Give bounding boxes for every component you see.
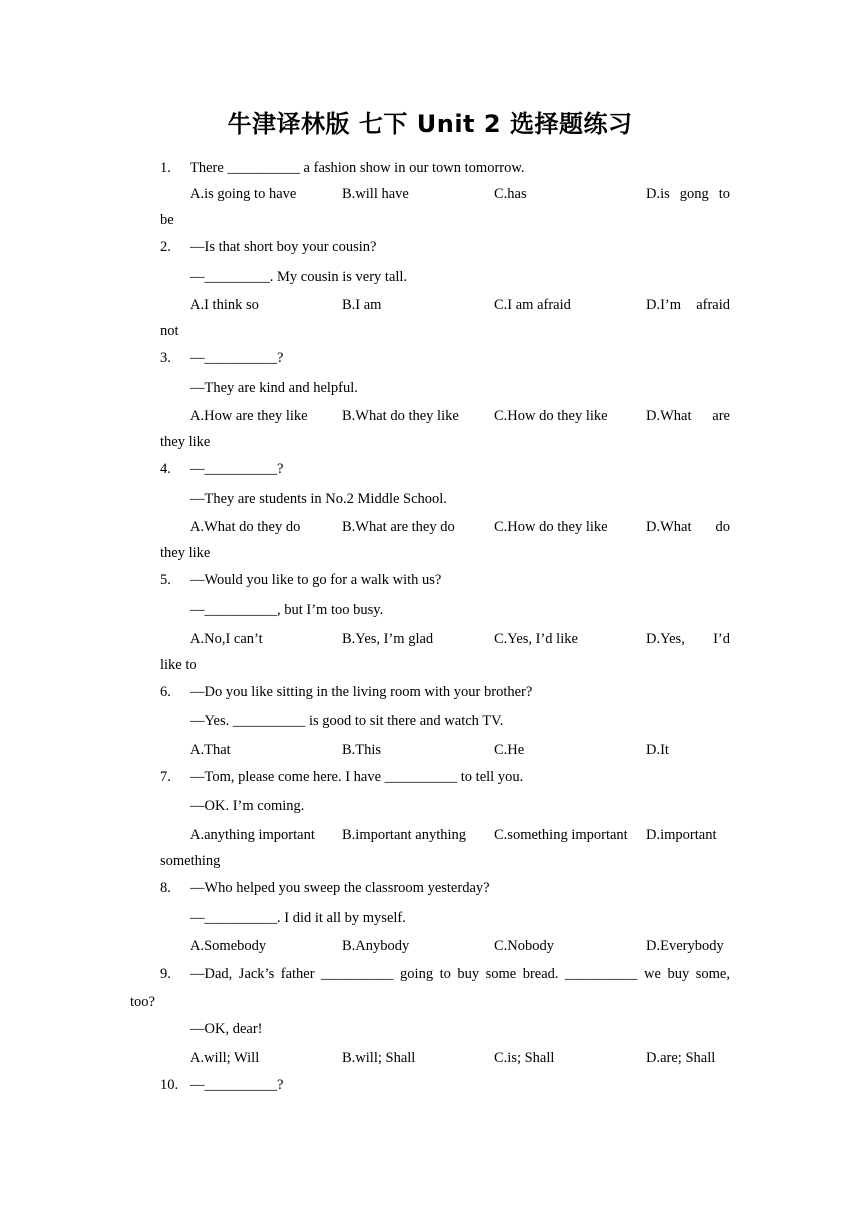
option-c: C.Yes, I’d like	[494, 631, 578, 647]
option-c: C.He	[494, 742, 525, 758]
question-stem: —Tom, please come here. I have __________ to tell you.	[190, 769, 524, 785]
option-a: A.No,I can’t	[190, 631, 263, 647]
page-title: 牛津译林版 七下 Unit 2 选择题练习	[227, 110, 633, 138]
option-d: D.important	[646, 827, 717, 843]
option-b: B.What are they do	[342, 519, 455, 535]
option-b: B.Yes, I’m glad	[342, 631, 434, 647]
question-number: 9.	[160, 966, 171, 982]
option-c: C.Nobody	[494, 938, 555, 954]
question-response: —They are students in No.2 Middle School.	[190, 491, 447, 507]
option-b: B.will; Shall	[342, 1050, 416, 1066]
question-stem: —Would you like to go for a walk with us?	[190, 572, 442, 588]
option-d: D.are; Shall	[646, 1050, 716, 1066]
question-stem: —Do you like sitting in the living room with your brother?	[190, 684, 533, 700]
question-response: —__________, but I’m too busy.	[190, 602, 384, 618]
option-d: D.Everybody	[646, 938, 724, 954]
question-number: 1.	[160, 160, 171, 176]
option-d-continued: be	[160, 212, 174, 228]
question-number: 4.	[160, 461, 171, 477]
option-c: C.is; Shall	[494, 1050, 555, 1066]
option-c: C.How do they like	[494, 408, 608, 424]
option-a: A.Somebody	[190, 938, 267, 954]
question-number: 10.	[160, 1077, 179, 1093]
option-c: C.has	[494, 186, 527, 202]
question-stem: —__________?	[190, 461, 284, 477]
question-response: —_________. My cousin is very tall.	[190, 269, 408, 285]
question-stem: —Is that short boy your cousin?	[190, 239, 377, 255]
option-d: D.I’m afraid	[646, 297, 730, 313]
option-a: A.is going to have	[190, 186, 297, 202]
option-d-continued: something	[160, 853, 221, 869]
option-a: A.What do they do	[190, 519, 301, 535]
option-d: D.is gong to	[646, 186, 730, 202]
question-stem: —__________?	[190, 350, 284, 366]
question-stem-continued: too?	[130, 994, 155, 1010]
option-d-continued: not	[160, 323, 179, 339]
question-stem: There __________ a fashion show in our town tomorrow.	[190, 160, 525, 176]
option-d-continued: they like	[160, 434, 211, 450]
question-number: 8.	[160, 880, 171, 896]
option-c: C.I am afraid	[494, 297, 571, 313]
option-b: B.This	[342, 742, 382, 758]
question-number: 5.	[160, 572, 171, 588]
option-a: A.I think so	[190, 297, 259, 313]
question-stem: —__________?	[190, 1077, 284, 1093]
option-b: B.What do they like	[342, 408, 459, 424]
option-a: A.anything important	[190, 827, 315, 843]
option-b: B.important anything	[342, 827, 467, 843]
question-response: —They are kind and helpful.	[190, 380, 358, 396]
option-a: A.How are they like	[190, 408, 308, 424]
option-d: D.Yes, I’d	[646, 631, 730, 647]
question-stem: —Who helped you sweep the classroom yesterday?	[190, 880, 490, 896]
question-number: 6.	[160, 684, 171, 700]
option-d: D.What are	[646, 408, 730, 424]
question-response: —OK, dear!	[190, 1021, 263, 1037]
question-number: 2.	[160, 239, 171, 255]
question-response: —Yes. __________ is good to sit there and watch TV.	[190, 713, 504, 729]
question-stem: —Dad, Jack’s father __________ going to buy some bread. __________ we buy some,	[190, 966, 730, 982]
option-b: B.Anybody	[342, 938, 410, 954]
option-a: A.That	[190, 742, 231, 758]
option-d: D.What do	[646, 519, 730, 535]
option-d: D.It	[646, 742, 669, 758]
question-number: 3.	[160, 350, 171, 366]
option-b: B.will have	[342, 186, 409, 202]
option-d-continued: like to	[160, 657, 197, 673]
question-number: 7.	[160, 769, 171, 785]
option-c: C.something important	[494, 827, 628, 843]
question-response: —__________. I did it all by myself.	[190, 910, 406, 926]
question-response: —OK. I’m coming.	[190, 798, 305, 814]
option-d-continued: they like	[160, 545, 211, 561]
option-b: B.I am	[342, 297, 382, 313]
option-a: A.will; Will	[190, 1050, 260, 1066]
option-c: C.How do they like	[494, 519, 608, 535]
